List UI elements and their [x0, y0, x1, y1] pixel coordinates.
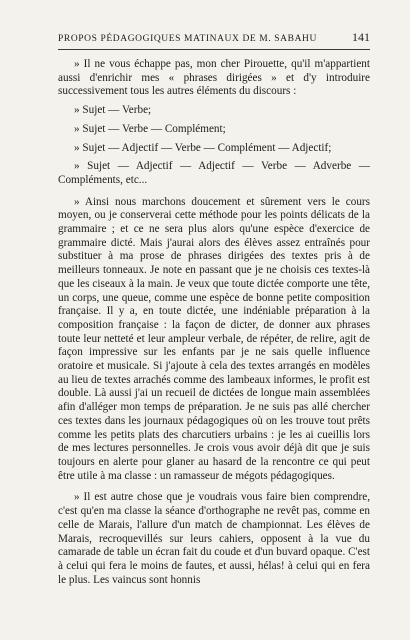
intro-paragraph: » Il ne vous échappe pas, mon cher Pirouette, qu'il m'appartient aussi d'enrichir mes « phrases dirigées » et d'y introduire successivement tous les autres éléments du discours :: [58, 58, 370, 98]
body-paragraph-2: » Ainsi nous marchons doucement et sûrement vers le cours moyen, ou je conserverai cette méthode pour les points délicats de la grammaire ; et ce ne sera plus alors qu'une espèce d'exercice de grammaire dicté. Mais j'aurai alors des élèves assez entraînés pour substituer à ma prose de phrases dirigées des textes pris à de meilleurs tonneaux. Je note en passant que je ne choisis ces textes-là que les ciseaux à la main. Je veux que toute dictée comporte une tête, un corps, une queue, comme une espèce de bonne petite composition française. Il y a, en toute dictée, une indéniable préparation à la composition française : la façon de dicter, de donner aux phrases toute leur netteté et leur ampleur verbale, de répéter, de relire, agit de façon impressive sur les enfants par je ne sais quelle influence oratoire et musicale. Si j'ajoute à cela des textes arrangés en modèles au lieu de textes arrachés comme des lambeaux informes, le profit est double. Là aussi j'ai un recueil de dictées de longue main assemblées afin d'alléger mon temps de préparation. Je ne suis pas allé chercher ces textes dans les journaux pédagogiques où on les trouve tout prêts comme les petits plats des charcutiers urbains : je les ai cueillis lors de mes lectures personnelles. Je crois vous avoir déjà dit que je suis toujours en alerte pour glaner au hasard de la rencontre ce qui peut être utile à ma classe : un ramasseur de mégots pédagogiques.: [58, 195, 370, 482]
running-header: [58, 30, 370, 50]
structure-item-1: » Sujet — Verbe;: [74, 104, 152, 117]
page-number: 141: [352, 30, 370, 44]
structure-item-3: » Sujet — Adjectif — Verbe — Complément — Adjectif;: [74, 141, 332, 154]
structure-item-2: » Sujet — Verbe — Complément;: [74, 122, 226, 135]
body-paragraph-3: » Il est autre chose que je voudrais vous faire bien comprendre, c'est qu'en ma classe la séance d'orthographe ne revêt pas, comme en celle de Marais, l'allure d'un match de championnat. Les élèves de Marais, recroquevillés sur leurs cahiers, opposent à la vue du camarade de table un écran fait du coude et d'un buvard opaque. C'est à celui qui fera le moins de fautes, et aussi, hélas! à celui qui en fera le plus. Les vaincus sont honnis: [58, 491, 370, 586]
running-title: PROPOS PÉDAGOGIQUES MATINAUX DE M. SABAHU: [58, 34, 317, 44]
structure-item-4: » Sujet — Adjectif — Adjectif — Verbe — Adverbe — Compléments, etc...: [58, 160, 370, 186]
